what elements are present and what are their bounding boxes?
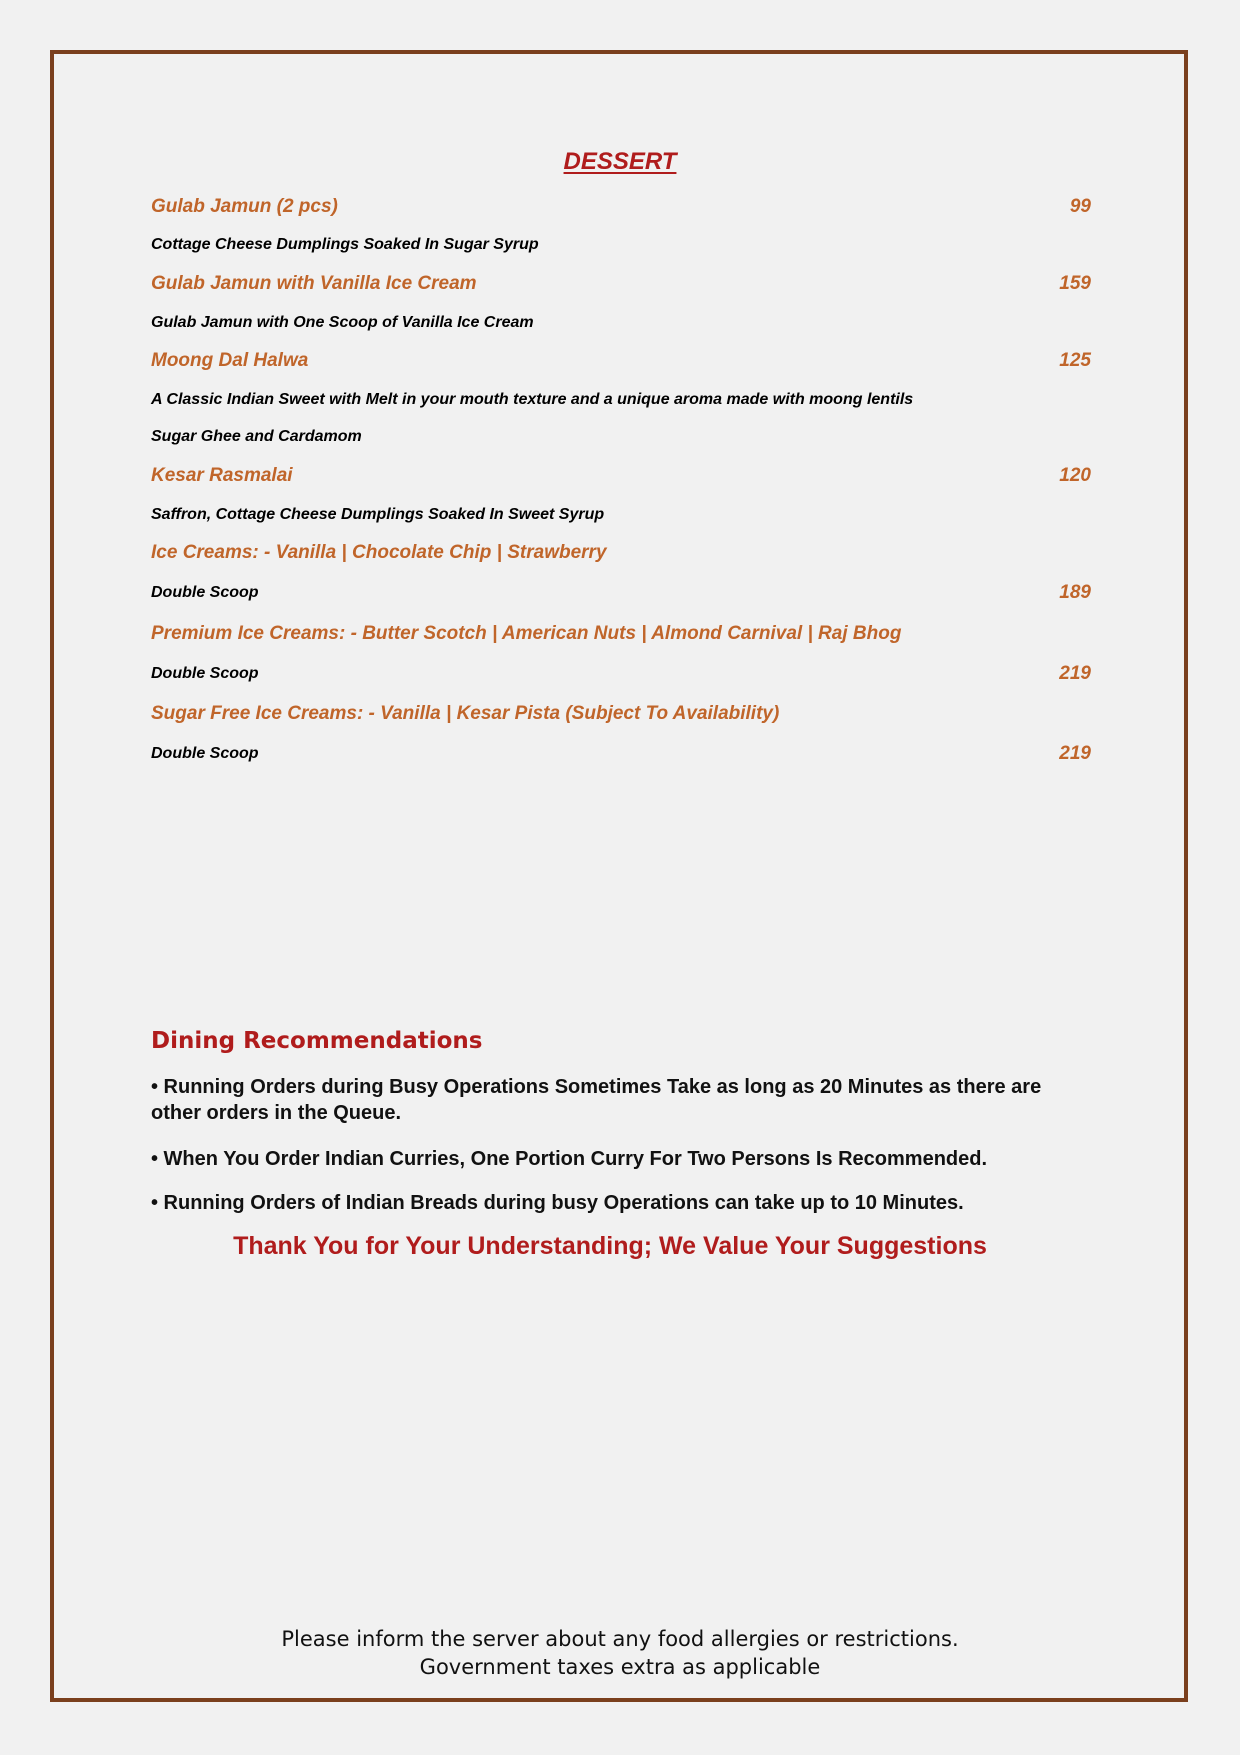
recommendation-item: • When You Order Indian Curries, One Portion Curry For Two Persons Is Recommended. — [151, 1148, 988, 1170]
menu-item-description: Cottage Cheese Dumplings Soaked In Sugar Syrup — [151, 236, 539, 253]
menu-item-description: Double Scoop — [151, 665, 259, 682]
recommendation-item: • Running Orders during Busy Operations Sometimes Take as long as 20 Minutes as there are other orders in the Queue. — [151, 1076, 1042, 1124]
menu-item-name: Gulab Jamun with Vanilla Ice Cream — [151, 273, 477, 294]
menu-item-price: 99 — [1069, 196, 1091, 217]
footer-tax-notice: Government taxes extra as applicable — [419, 1655, 821, 1679]
menu-item-description: Gulab Jamun with One Scoop of Vanilla Ice Cream — [151, 314, 534, 331]
recommendations-heading: Dining Recommendations — [151, 1028, 483, 1054]
menu-item-name: Ice Creams: - Vanilla | Chocolate Chip | Strawberry — [151, 542, 607, 563]
thank-you-message: Thank You for Your Understanding; We Value Your Suggestions — [233, 1232, 987, 1260]
menu-item-description-continued: Sugar Ghee and Cardamom — [151, 428, 362, 445]
recommendation-item: • Running Orders of Indian Breads during busy Operations can take up to 10 Minutes. — [151, 1192, 964, 1214]
menu-item-price: 219 — [1059, 743, 1091, 764]
menu-item-description: Double Scoop — [151, 584, 259, 601]
menu-item-name: Sugar Free Ice Creams: - Vanilla | Kesar Pista (Subject To Availability) — [151, 703, 780, 724]
menu-item-price: 125 — [1059, 350, 1091, 371]
menu-item-name: Premium Ice Creams: - Butter Scotch | American Nuts | Almond Carnival | Raj Bhog — [151, 623, 902, 644]
menu-item-name: Kesar Rasmalai — [151, 465, 293, 486]
menu-item-name: Moong Dal Halwa — [151, 350, 309, 371]
footer-allergy-notice: Please inform the server about any food allergies or restrictions. — [281, 1627, 959, 1651]
menu-item-description: A Classic Indian Sweet with Melt in your mouth texture and a unique aroma made with moong lentils — [151, 391, 914, 408]
menu-item-price: 120 — [1059, 465, 1091, 486]
menu-item-price: 189 — [1059, 582, 1091, 603]
menu-item-price: 219 — [1059, 663, 1091, 684]
menu-item-description: Saffron, Cottage Cheese Dumplings Soaked In Sweet Syrup — [151, 506, 605, 523]
menu-item-description: Double Scoop — [151, 745, 259, 762]
menu-item-name: Gulab Jamun (2 pcs) — [151, 196, 338, 217]
menu-title: DESSERT — [563, 148, 677, 175]
page-border — [50, 50, 1188, 1702]
menu-item-price: 159 — [1059, 273, 1091, 294]
